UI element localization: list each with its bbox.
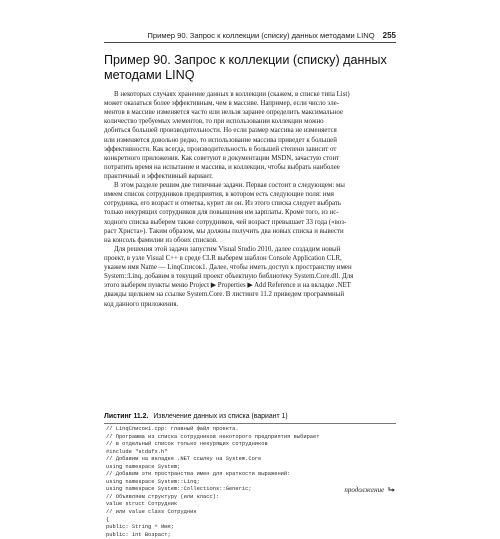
code-line: // Добавим на вкладке .NET ссылку на System.Core — [106, 456, 262, 463]
code-line: using namespace System::Collections::Generic; — [106, 486, 252, 493]
paragraph-2 — [104, 181, 396, 245]
code-line: using namespace System; — [106, 463, 181, 470]
text-line: только некурящих сотрудников для повышения им зарплаты. Кроме того, из ис- — [104, 209, 339, 217]
code-line: using namespace System::Linq; — [106, 478, 200, 485]
text-line: на консоль фамилии из обоих списков. — [104, 236, 218, 244]
text-line: дважды щелкнем на ссылке System.Core. В листинге 11.2 приведем программный — [104, 291, 345, 299]
code-line: { — [106, 516, 110, 523]
section-title-line: методами LINQ — [104, 68, 195, 82]
code-line: // Программа из списка сотрудников некоторого предприятия выбирает — [106, 433, 320, 440]
text-line: Для решения этой задачи запустим Visual Studio 2010, далее создадим новый — [114, 245, 341, 253]
text-line: В этом разделе решим две типичные задачи. Первая состоит в следующем: мы — [114, 182, 345, 190]
text-line: код данного приложения. — [104, 300, 179, 308]
code-listing — [106, 426, 396, 539]
text-line: может оказаться более эффективным, чем в массиве. Например, если число эле- — [104, 100, 340, 108]
text-line: имеем список сотрудников предприятия, в котором есть следующие поля: имя — [104, 191, 334, 199]
body-text — [104, 90, 396, 309]
paragraph-1 — [104, 90, 396, 181]
page-number: 255 — [382, 31, 396, 40]
text-line: или изменяется довольно редко, то использование массива приведет к большей — [104, 136, 337, 144]
text-line: раст Христа»). Таким образом, мы должны получить два новых списка и вывести — [104, 227, 344, 235]
text-line: ходного списка выберем также сотрудников, чей возраст превышает 33 года («воз- — [104, 218, 347, 226]
text-line: потратить время на испытание и массива, и коллекции, чтобы выбрать наиболее — [104, 163, 340, 171]
header-rule — [104, 42, 396, 43]
text-line: ментов в массиве изменяется часто или нельзя заранее определить максимальное — [104, 109, 343, 117]
text-line: System::Linq, добавим в текущий проект объектную библиотеку System.Core.dll. Для — [104, 273, 354, 281]
code-line: value struct Сотрудник — [106, 501, 178, 508]
text-line: практичный и эффективный вариант. — [104, 172, 213, 180]
code-line: #include "stdafx.h" — [106, 448, 168, 455]
continued-label: продолжение — [344, 486, 385, 494]
text-line: эффективности. Как всегда, производительность в большей степени зависит от — [104, 145, 337, 153]
listing-caption — [104, 413, 396, 420]
arrow-continue-icon — [388, 486, 396, 494]
text-line: конкретного приложения. Как советуют в документации MSDN, зачастую стоит — [104, 154, 340, 162]
section-title — [104, 53, 396, 83]
section-title-line: Пример 90. Запрос к коллекции (списку) данных — [104, 53, 387, 67]
code-line: public: int Возраст; — [106, 531, 171, 538]
running-header — [104, 31, 396, 40]
code-line: // в отдельный список только некурящих сотрудников — [106, 441, 268, 448]
code-line: // или value class Сотрудник — [106, 509, 197, 516]
text-line: укажем имя Name — LinqСписок1. Далее, чтобы иметь доступ к пространству имен — [104, 264, 352, 272]
code-line: // LinqСписок1.cpp: главный файл проекта. — [106, 426, 239, 432]
text-line: В некоторых случаях хранение данных в коллекции (скажем, в списке типа List) — [114, 91, 350, 98]
paragraph-3 — [104, 245, 396, 309]
text-line: добиться большей производительности. Но если размер массива не изменяется — [104, 127, 337, 135]
code-line: public: String ^ Имя; — [106, 524, 174, 531]
text-line: этого выберем пункты меню Project ▶ Properties ▶ Add Reference и на вкладке .NET — [104, 282, 351, 290]
text-line: сотрудника, его возраст и отметка, курит ли он. Из этого списка следует выбрать — [104, 200, 342, 208]
running-header-title: Пример 90. Запрос к коллекции (списку) данных методами LINQ — [147, 31, 375, 40]
listing-number: Листинг 11.2. — [104, 413, 149, 420]
continued-marker — [344, 486, 396, 494]
listing-rule — [104, 423, 396, 424]
text-line: количество требуемых элементов, то при использовании коллекции можно — [104, 118, 324, 126]
text-line: проект, в узле Visual C++ в среде CLR выберем шаблон Console Application CLR, — [104, 254, 342, 262]
listing-caption-text: Извлечение данных из списка (вариант 1) — [153, 413, 288, 420]
code-line: // Добавим эти пространства имен для краткости выражений: — [106, 471, 291, 478]
code-line: // Объявляем структуру (или класс): — [106, 493, 220, 500]
